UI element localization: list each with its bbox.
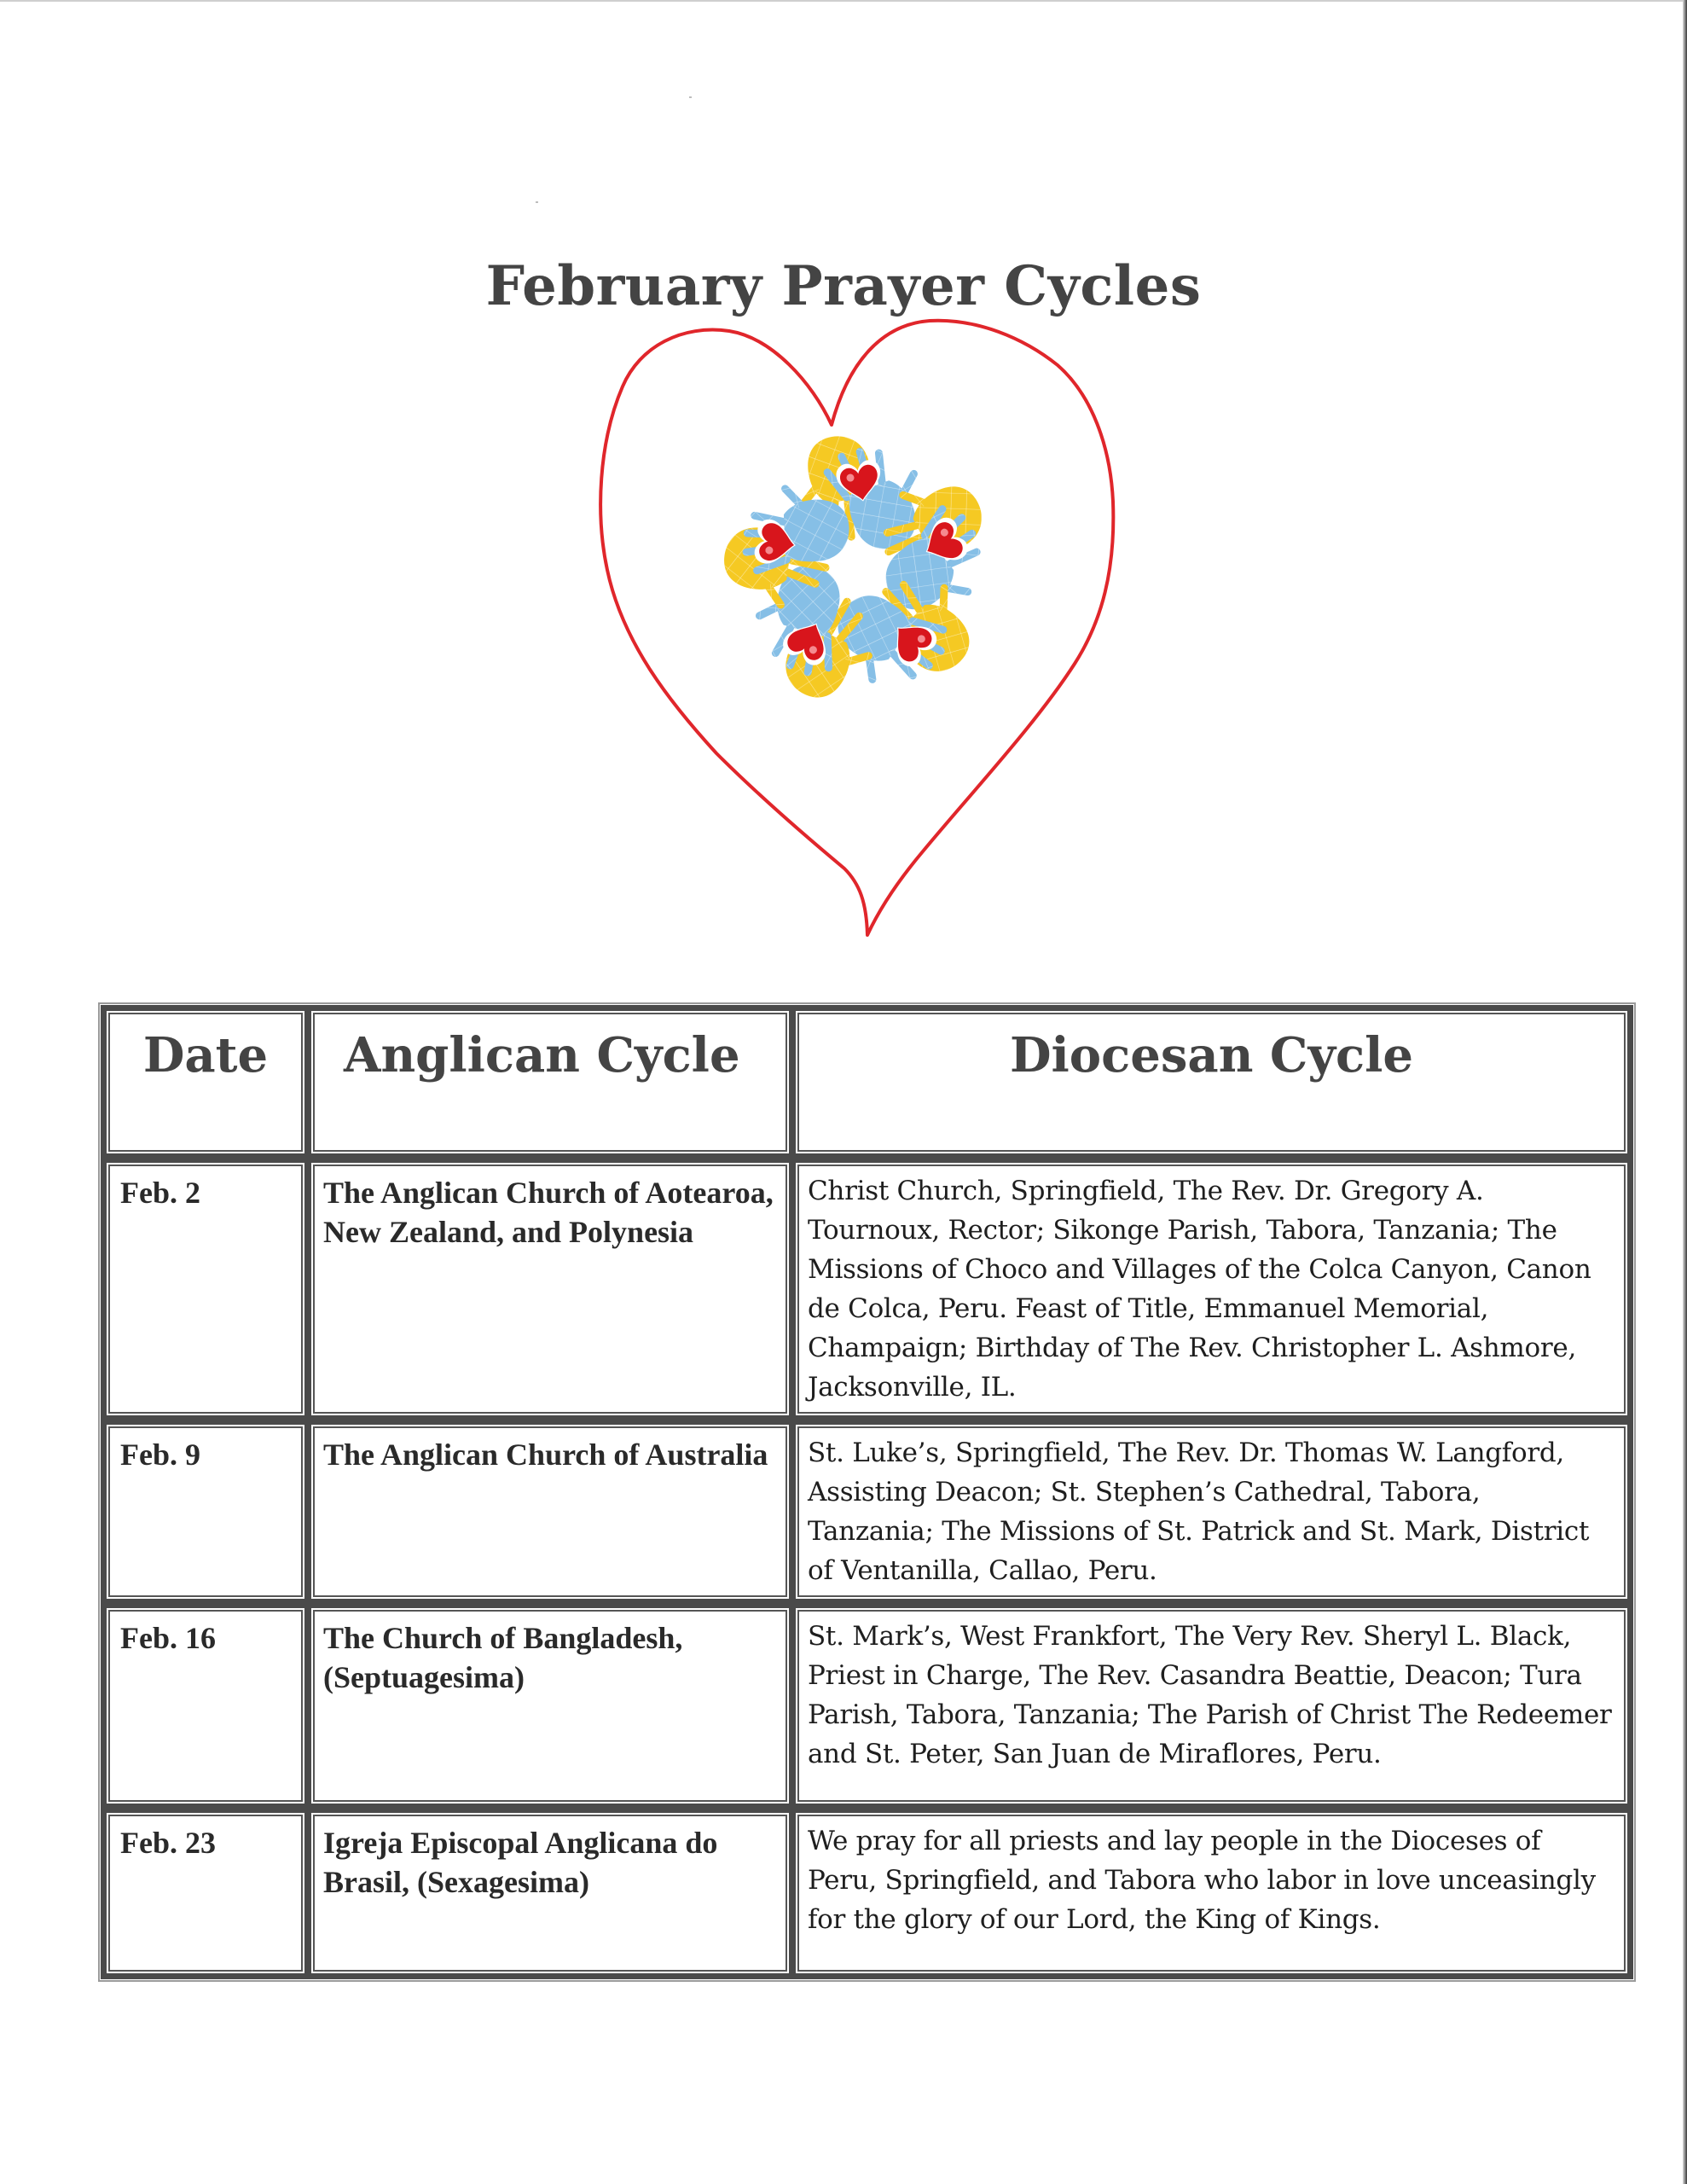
header-date: Date <box>107 1011 311 1163</box>
anglican-cycle-cell: The Anglican Church of Australia <box>311 1425 796 1608</box>
diocesan-cycle-cell: Christ Church, Springfield, The Rev. Dr. Gregory A. Tournoux, Rector; Sikonge Parish, Tabora, Tanzania; The Missions of Choco and Villages of the Colca Canyon, Canon de Colca, Peru. Feast of Title, Emmanuel Memorial, Champaign; Birthday of The Rev. Christopher L. Ashmore, Jacksonville, IL. <box>796 1163 1627 1425</box>
diocesan-cycle-cell: We pray for all priests and lay people in the Dioceses of Peru, Springfield, and Tabora who labor in love unceasingly for the glory of our Lord, the King of Kings. <box>796 1813 1627 1973</box>
anglican-cycle-cell: Igreja Episcopal Anglicana do Brasil, (Sexagesima) <box>311 1813 796 1973</box>
date-cell: Feb. 9 <box>107 1425 311 1608</box>
anglican-cycle-cell: The Church of Bangladesh, (Septuagesima) <box>311 1608 796 1813</box>
table-header-row <box>107 1011 1627 1163</box>
header-diocesan-cycle: Diocesan Cycle <box>796 1011 1627 1163</box>
page-right-edge-shadow <box>1683 0 1687 2184</box>
header-anglican-cycle: Anglican Cycle <box>311 1011 796 1163</box>
table-row <box>107 1813 1627 1973</box>
diocesan-cycle-cell: St. Luke’s, Springfield, The Rev. Dr. Thomas W. Langford, Assisting Deacon; St. Stephen’s Cathedral, Tabora, Tanzania; The Missions of St. Patrick and St. Mark, District of Ventanilla, Callao, Peru. <box>796 1425 1627 1608</box>
scan-speck <box>536 201 538 203</box>
scan-speck <box>689 96 692 98</box>
date-cell: Feb. 23 <box>107 1813 311 1973</box>
page-top-edge <box>0 0 1687 2</box>
heart-with-hands-icon <box>588 314 1126 950</box>
anglican-cycle-cell: The Anglican Church of Aotearoa, New Zealand, and Polynesia <box>311 1163 796 1425</box>
date-cell: Feb. 2 <box>107 1163 311 1425</box>
table-row <box>107 1425 1627 1608</box>
table-row <box>107 1163 1627 1425</box>
table-row <box>107 1608 1627 1813</box>
date-cell: Feb. 16 <box>107 1608 311 1813</box>
hands-ring <box>703 429 1018 731</box>
prayer-cycle-table <box>101 1005 1633 1979</box>
diocesan-cycle-cell: St. Mark’s, West Frankfort, The Very Rev. Sheryl L. Black, Priest in Charge, The Rev. Casandra Beattie, Deacon; Tura Parish, Tabora, Tanzania; The Parish of Christ The Redeemer and St. Peter, San Juan de Miraflores, Peru. <box>796 1608 1627 1813</box>
page-title: February Prayer Cycles <box>485 254 1202 318</box>
